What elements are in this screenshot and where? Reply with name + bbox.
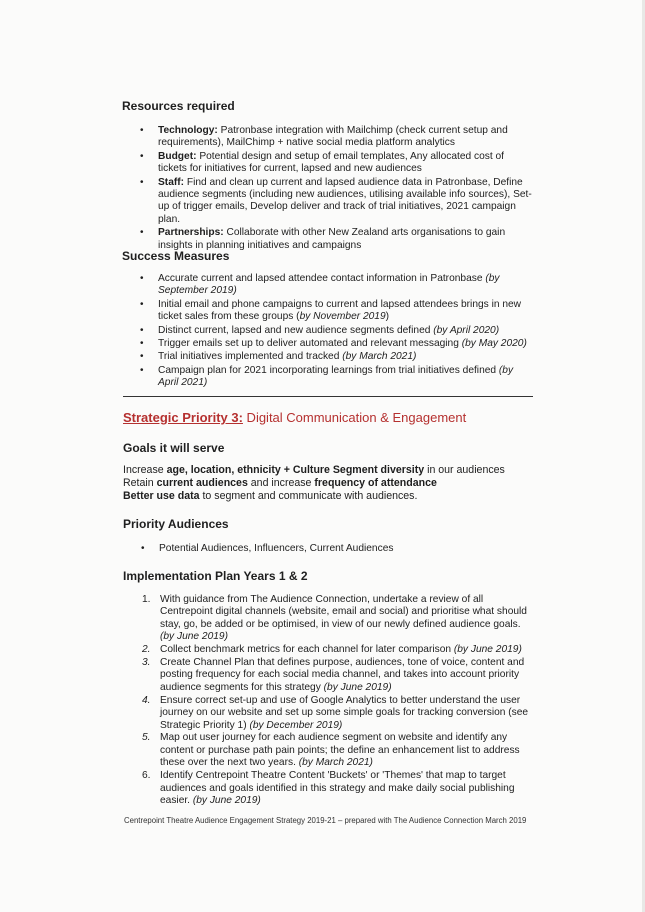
list-item: • Trigger emails set up to deliver automated and relevant messaging (by May 2020): [140, 338, 535, 350]
goals-text: [123, 464, 505, 504]
list-item: 6. Identify Centrepoint Theatre Content 'Buckets' or 'Themes' that map to target audiences and goals identified in this strategy and make daily social publishing easier. (by June 2019): [142, 770, 515, 806]
success-list: [140, 273, 535, 391]
success-heading: Success Measures: [122, 249, 230, 263]
goals-line: Better use data to segment and communicate with audiences.: [123, 490, 418, 503]
list-item: • Partnerships: Collaborate with other New Zealand arts organisations to gain insights in planning initiatives and campaigns: [140, 227, 535, 252]
resources-list: [140, 125, 535, 253]
list-item: • Trial initiatives implemented and tracked (by March 2021): [140, 351, 535, 363]
goals-heading: Goals it will serve: [123, 441, 225, 455]
list-item: • Potential Audiences, Influencers, Current Audiences: [141, 543, 531, 555]
list-item: 4. Ensure correct set-up and use of Google Analytics to better understand the user journey on our website and set up some simple goals for tracking conversion (see Strategic Priority 1) (by December 2019): [142, 694, 529, 731]
goals-line: Increase age, location, ethnicity + Culture Segment diversity in our audiences: [123, 464, 505, 476]
list-item: • Accurate current and lapsed attendee contact information in Patronbase (by September 2019): [140, 273, 535, 298]
list-item: 3. Create Channel Plan that defines purpose, audiences, tone of voice, content and posting frequency for each social media channel, and takes into account priority audience segments for this strategy (by June 2019): [142, 657, 525, 693]
list-item: • Initial email and phone campaigns to current and lapsed attendees brings in new ticket sales from these groups (by November 2019): [140, 299, 535, 324]
list-item: • Campaign plan for 2021 incorporating learnings from trial initiatives defined (by April 2021): [140, 365, 535, 390]
priority-list: [141, 543, 531, 556]
list-item: 2. Collect benchmark metrics for each channel for later comparison (by June 2019): [142, 644, 522, 656]
list-item: • Distinct current, lapsed and new audience segments defined (by April 2020): [140, 325, 535, 337]
goals-line: Retain current audiences and increase frequency of attendance: [123, 477, 437, 490]
plan-list: [142, 594, 534, 808]
list-item: 1. With guidance from The Audience Connection, undertake a review of all Centrepoint digital channels (website, email and social) and prioritise what should stay, go, be added or be optimised, in view of our newly defined audience goals. (by June 2019): [142, 594, 527, 643]
resources-heading: Resources required: [122, 99, 235, 113]
priority-heading: Priority Audiences: [123, 517, 229, 531]
page-footer: Centrepoint Theatre Audience Engagement Strategy 2019-21 – prepared with The Audience Connection March 2019: [124, 816, 527, 825]
list-item: • Staff: Find and clean up current and lapsed audience data in Patronbase, Define audience segments (including new audiences, utilising available info sources), Set-up of trigger emails, Develop deliver and track of trial initiatives, 2021 campaign plan.: [140, 177, 535, 227]
strategic-priority-heading: Strategic Priority 3: Digital Communication & Engagement: [123, 410, 467, 425]
list-item: • Budget: Potential design and setup of email templates, Any allocated cost of tickets for initiatives for current, lapsed and new audiences: [140, 151, 535, 176]
list-item: 5. Map out user journey for each audience segment on website and identify any content or purchase path pain points; the define an enhancement list to address these over the next two years. (by March 2021): [142, 732, 520, 769]
section-divider: [123, 396, 533, 397]
plan-heading: Implementation Plan Years 1 & 2: [123, 569, 308, 583]
list-item: • Technology: Patronbase integration with Mailchimp (check current setup and requirements), MailChimp + native social media platform analytics: [140, 125, 535, 150]
